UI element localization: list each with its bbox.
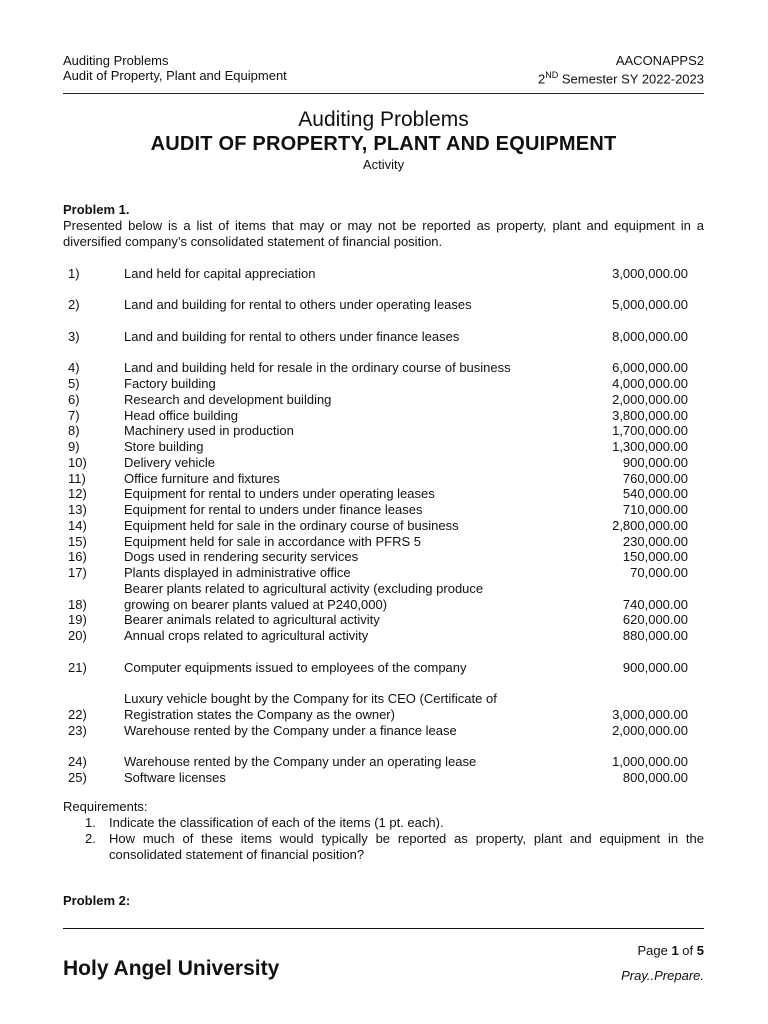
list-item: [63, 360, 688, 376]
list-item: [63, 471, 688, 487]
item-description: Store building: [124, 439, 204, 454]
header-code: AACONAPPS2: [615, 53, 704, 68]
list-item: [63, 612, 688, 628]
item-description: Dogs used in rendering security services: [124, 549, 359, 564]
university-name: Holy Angel University: [63, 957, 280, 980]
item-description: Land and building for rental to others under operating leases: [124, 297, 472, 312]
running-header-left: [63, 53, 287, 83]
item-number: 23): [68, 723, 87, 738]
page-mid: of: [678, 943, 697, 958]
item-description: Bearer plants related to agricultural activity (excluding produce: [124, 581, 484, 596]
header-course: Auditing Problems: [63, 53, 169, 68]
page-current: 1: [671, 943, 679, 958]
requirement-number: 2.: [85, 831, 96, 846]
requirement-number: 1.: [85, 815, 96, 830]
page-prefix: Page: [637, 943, 672, 958]
item-description: Computer equipments issued to employees of the company: [124, 660, 467, 675]
item-description: Land and building held for resale in the ordinary course of business: [124, 360, 511, 375]
list-item: [63, 628, 688, 644]
requirement-text: Indicate the classification of each of the items (1 pt. each).: [109, 815, 444, 830]
item-number: 20): [68, 628, 87, 643]
item-amount: 150,000.00: [622, 549, 688, 564]
problem-1-intro: Presented below is a list of items that may or may not be reported as property, plant and equipment in a diversified company’s consolidated statement of financial position.: [63, 218, 704, 249]
requirements-heading: Requirements:: [63, 799, 148, 814]
item-amount: 70,000.00: [630, 565, 688, 580]
list-item: [63, 297, 688, 313]
item-amount: 1,300,000.00: [612, 439, 688, 454]
item-description: Equipment held for sale in the ordinary course of business: [124, 518, 459, 533]
item-description-continued: Registration states the Company as the owner): [124, 707, 395, 722]
list-item: [63, 486, 688, 502]
item-amount: 800,000.00: [622, 770, 688, 785]
item-description-continued: growing on bearer plants valued at P240,000): [124, 597, 388, 612]
item-amount: 230,000.00: [622, 534, 688, 549]
item-number: 4): [68, 360, 80, 375]
item-amount: 2,000,000.00: [612, 392, 688, 407]
list-item: [63, 534, 688, 550]
semester-number: 2: [538, 71, 546, 87]
item-number: 15): [68, 534, 87, 549]
semester-superscript: ND: [545, 70, 559, 80]
item-number: 17): [68, 565, 87, 580]
page-number: [637, 943, 704, 958]
item-number: 11): [68, 471, 86, 486]
item-amount: 1,000,000.00: [612, 754, 688, 769]
requirements-list: [63, 815, 704, 863]
problem-1-heading: Problem 1.: [63, 202, 130, 217]
running-header-right: [538, 53, 704, 86]
item-number: 22): [68, 707, 87, 722]
list-item: [63, 376, 688, 392]
item-number: 6): [68, 392, 80, 407]
title-block: [63, 108, 704, 174]
item-number: 18): [68, 597, 87, 612]
item-number: 13): [68, 502, 87, 517]
list-item: [63, 266, 688, 282]
list-item: [63, 581, 688, 613]
item-description: Machinery used in production: [124, 423, 294, 438]
list-item: [63, 549, 688, 565]
title-main: AUDIT OF PROPERTY, PLANT AND EQUIPMENT: [150, 133, 617, 155]
item-description: Factory building: [124, 376, 216, 391]
item-description: Warehouse rented by the Company under a finance lease: [124, 723, 457, 738]
item-number: 2): [68, 297, 80, 312]
item-number: 25): [68, 770, 87, 785]
item-description: Annual crops related to agricultural activity: [124, 628, 369, 643]
item-description: Delivery vehicle: [124, 455, 216, 470]
title-course: Auditing Problems: [298, 108, 469, 131]
list-item: [63, 408, 688, 424]
footer-divider: [63, 928, 704, 929]
item-number: 1): [68, 266, 80, 281]
item-number: 8): [68, 423, 80, 438]
item-amount: 2,800,000.00: [612, 518, 688, 533]
item-amount: 8,000,000.00: [612, 329, 688, 344]
item-number: 12): [68, 486, 87, 501]
problem-1-section: [63, 202, 704, 250]
item-description: Equipment for rental to unders under finance leases: [124, 502, 423, 517]
header-divider: [63, 93, 704, 94]
item-amount: 2,000,000.00: [612, 723, 688, 738]
item-amount: 3,000,000.00: [612, 707, 688, 722]
item-description: Plants displayed in administrative office: [124, 565, 351, 580]
item-description: Land held for capital appreciation: [124, 266, 316, 281]
item-number: 16): [68, 549, 87, 564]
header-topic: Audit of Property, Plant and Equipment: [63, 68, 287, 83]
item-description: Software licenses: [124, 770, 226, 785]
list-item: [63, 439, 688, 455]
item-description: Office furniture and fixtures: [124, 471, 280, 486]
item-number: 3): [68, 329, 80, 344]
list-item: [63, 660, 688, 676]
page-total: 5: [696, 943, 704, 958]
item-description: Luxury vehicle bought by the Company for its CEO (Certificate of: [124, 691, 497, 706]
item-number: 9): [68, 439, 80, 454]
item-amount: 3,800,000.00: [612, 408, 688, 423]
header-semester: [538, 68, 704, 86]
item-number: 10): [68, 455, 87, 470]
item-number: 14): [68, 518, 87, 533]
requirements-section: [63, 799, 704, 863]
list-item: [63, 392, 688, 408]
item-number: 19): [68, 612, 87, 627]
item-description: Equipment for rental to unders under operating leases: [124, 486, 435, 501]
list-item: [63, 329, 688, 345]
item-amount: 1,700,000.00: [612, 423, 688, 438]
requirement-item: [63, 815, 704, 831]
list-item: [63, 691, 688, 723]
list-item: [63, 518, 688, 534]
university-motto: Pray..Prepare.: [621, 968, 704, 983]
item-amount: 740,000.00: [622, 597, 688, 612]
item-amount: 4,000,000.00: [612, 376, 688, 391]
item-description: Research and development building: [124, 392, 332, 407]
item-description: Bearer animals related to agricultural activity: [124, 612, 380, 627]
item-description: Land and building for rental to others under finance leases: [124, 329, 460, 344]
item-description: Head office building: [124, 408, 238, 423]
item-amount: 710,000.00: [622, 502, 688, 517]
list-item: [63, 502, 688, 518]
item-amount: 900,000.00: [622, 455, 688, 470]
item-amount: 900,000.00: [622, 660, 688, 675]
item-amount: 6,000,000.00: [612, 360, 688, 375]
item-amount: 620,000.00: [622, 612, 688, 627]
item-description: Warehouse rented by the Company under an operating lease: [124, 754, 477, 769]
list-item: [63, 423, 688, 439]
requirement-text: How much of these items would typically be reported as property, plant and equipment in the consolidated statement of financial position?: [109, 831, 704, 862]
item-number: 24): [68, 754, 87, 769]
item-amount: 760,000.00: [622, 471, 688, 486]
item-amount: 3,000,000.00: [612, 266, 688, 281]
list-item: [63, 455, 688, 471]
semester-text: Semester SY 2022-2023: [558, 71, 704, 87]
list-item: [63, 754, 688, 770]
item-amount: 880,000.00: [622, 628, 688, 643]
item-description: Equipment held for sale in accordance with PFRS 5: [124, 534, 421, 549]
item-number: 5): [68, 376, 80, 391]
requirement-item: [63, 831, 704, 863]
list-item: [63, 770, 688, 786]
item-number: 21): [68, 660, 87, 675]
item-number: 7): [68, 408, 80, 423]
item-amount: 5,000,000.00: [612, 297, 688, 312]
list-item: [63, 723, 688, 739]
item-amount: 540,000.00: [622, 486, 688, 501]
problem-2-heading: Problem 2:: [63, 893, 131, 908]
title-activity: Activity: [362, 157, 405, 172]
list-item: [63, 565, 688, 581]
